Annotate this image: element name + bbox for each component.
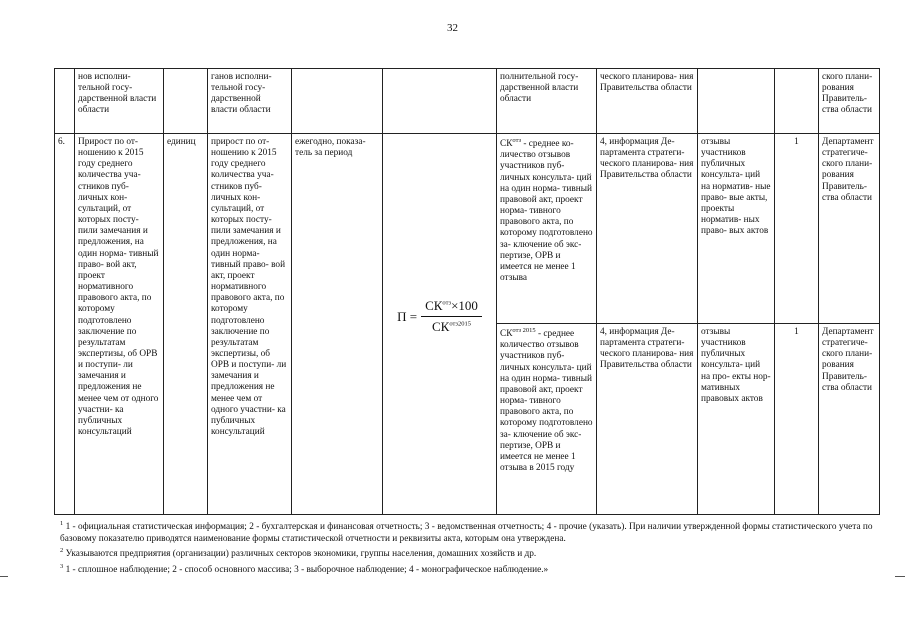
table-row-6a [55, 134, 880, 324]
formula: П = $\frac{СК^{отз}\times 100}{СК^{отз2015}}$ [397, 298, 482, 334]
header-cell-authorities-2: ганов исполни- тельной госу- дарственной власти области [208, 69, 292, 134]
footnote-1: $^1$ 1 - официальная статистическая информация; 2 - бухгалтерская и финансовая отчетность; 3 - ведомственная отчетность; 4 - прочие (указать). При наличии утвержденной формы статистического учета по базовому показателю приводятся наименование формы статистической отчетности и реквизиты акта, которым она утверждена. [60, 520, 873, 544]
method-cell-2: 1 [775, 324, 819, 515]
continued-header-row [55, 69, 880, 134]
method-cell-1: 1 [775, 134, 819, 324]
indicator-table [54, 68, 880, 515]
variable-description-2: $СК^{отз 2015}$ - среднее количество отзывов участников пуб- личных консульта- ций на один норма- тивный правовой акт, проект норма- тивного правового акта, по которому подготовлено за- ключение об экс- пертизе, ОРВ и имеется не менее 1 отзыва в 2015 году [497, 324, 597, 515]
row-number: 6. [55, 134, 75, 515]
page-number: 32 [447, 22, 458, 34]
indicator-definition: прирост по от- ношению к 2015 году среднего количества уча- стников пуб- личных кон- сультаций, от которых посту- пили замечания и предложения, на один норма- тивный право- вой акт, проект нормативного правового акта, по которому подготовлено заключение по результатам экспертизы, об ОРВ и поступи- ли замечания и предложения не менее чем от одного участни- ка публичных консультаций [208, 134, 292, 515]
formula-cell [383, 134, 497, 515]
header-cell-authorities: нов исполни- тельной госу- дарственной власти области [75, 69, 164, 134]
indicator-name: Прирост по от- ношению к 2015 году среднего количества уча- стников пуб- личных кон- сультаций, от которых посту- пили замечания и предложения, на один норма- тивный право- вой акт, проект нормативного правового акта, по которому подготовлено заключение по результатам экспертизы, об ОРВ и поступи- ли замечания и предложения не менее чем от одного участни- ка публичных консультаций [75, 134, 164, 515]
observation-object-2: отзывы участников публичных консульта- ций на про- екты нор- мативных правовых актов [698, 324, 775, 515]
source-cell-1: 4, информация Де- партамента стратеги- ческого планирова- ния Правительства области [597, 134, 698, 324]
observation-object-1: отзывы участников публичных консульта- ций на норматив- ные право- вые акты, проекты норматив- ных право- вых актов [698, 134, 775, 324]
responsible-cell-2: Департамент стратегиче- ского плани- рования Правитель- ства области [819, 324, 880, 515]
scan-edge-mark-left [0, 576, 8, 577]
footnote-3: $^3$ 1 - сплошное наблюдение; 2 - способ основного массива; 3 - выборочное наблюдение; 4 - монографическое наблюдение.» [60, 563, 549, 576]
formula-fraction [421, 298, 482, 334]
periodicity-cell: ежегодно, показа- тель за период [292, 134, 383, 515]
header-cell-planning: ческого планирова- ния Правительства области [597, 69, 698, 134]
scan-edge-mark-right [895, 576, 905, 577]
header-cell-department: ского плани- рования Правитель- ства области [819, 69, 880, 134]
source-cell-2: 4, информация Де- партамента стратеги- ческого планирова- ния Правительства области [597, 324, 698, 515]
responsible-cell-1: Департамент стратегиче- ского плани- рования Правитель- ства области [819, 134, 880, 324]
footnote-2: $^2$ Указываются предприятия (организации) различных секторов экономики, группы населения, домашних хозяйств и др. [60, 547, 537, 560]
header-cell-executive: полнительной госу- дарственной власти области [497, 69, 597, 134]
formula-denominator: $СК^{отз2015}$ [431, 318, 471, 334]
variable-description-1: $СК^{отз}$ - среднее ко- личество отзывов участников пуб- личных консульта- ций на один норма- тивный правовой акт, проект норма- тивного правового акта, по которому подготовлено за- ключение об экс- пертизе, ОРВ и имеется не менее 1 отзыва [497, 134, 597, 324]
footnotes [60, 520, 886, 579]
formula-numerator: $СК^{отз}\times 100$ [421, 298, 482, 317]
unit-cell: единиц [164, 134, 208, 515]
